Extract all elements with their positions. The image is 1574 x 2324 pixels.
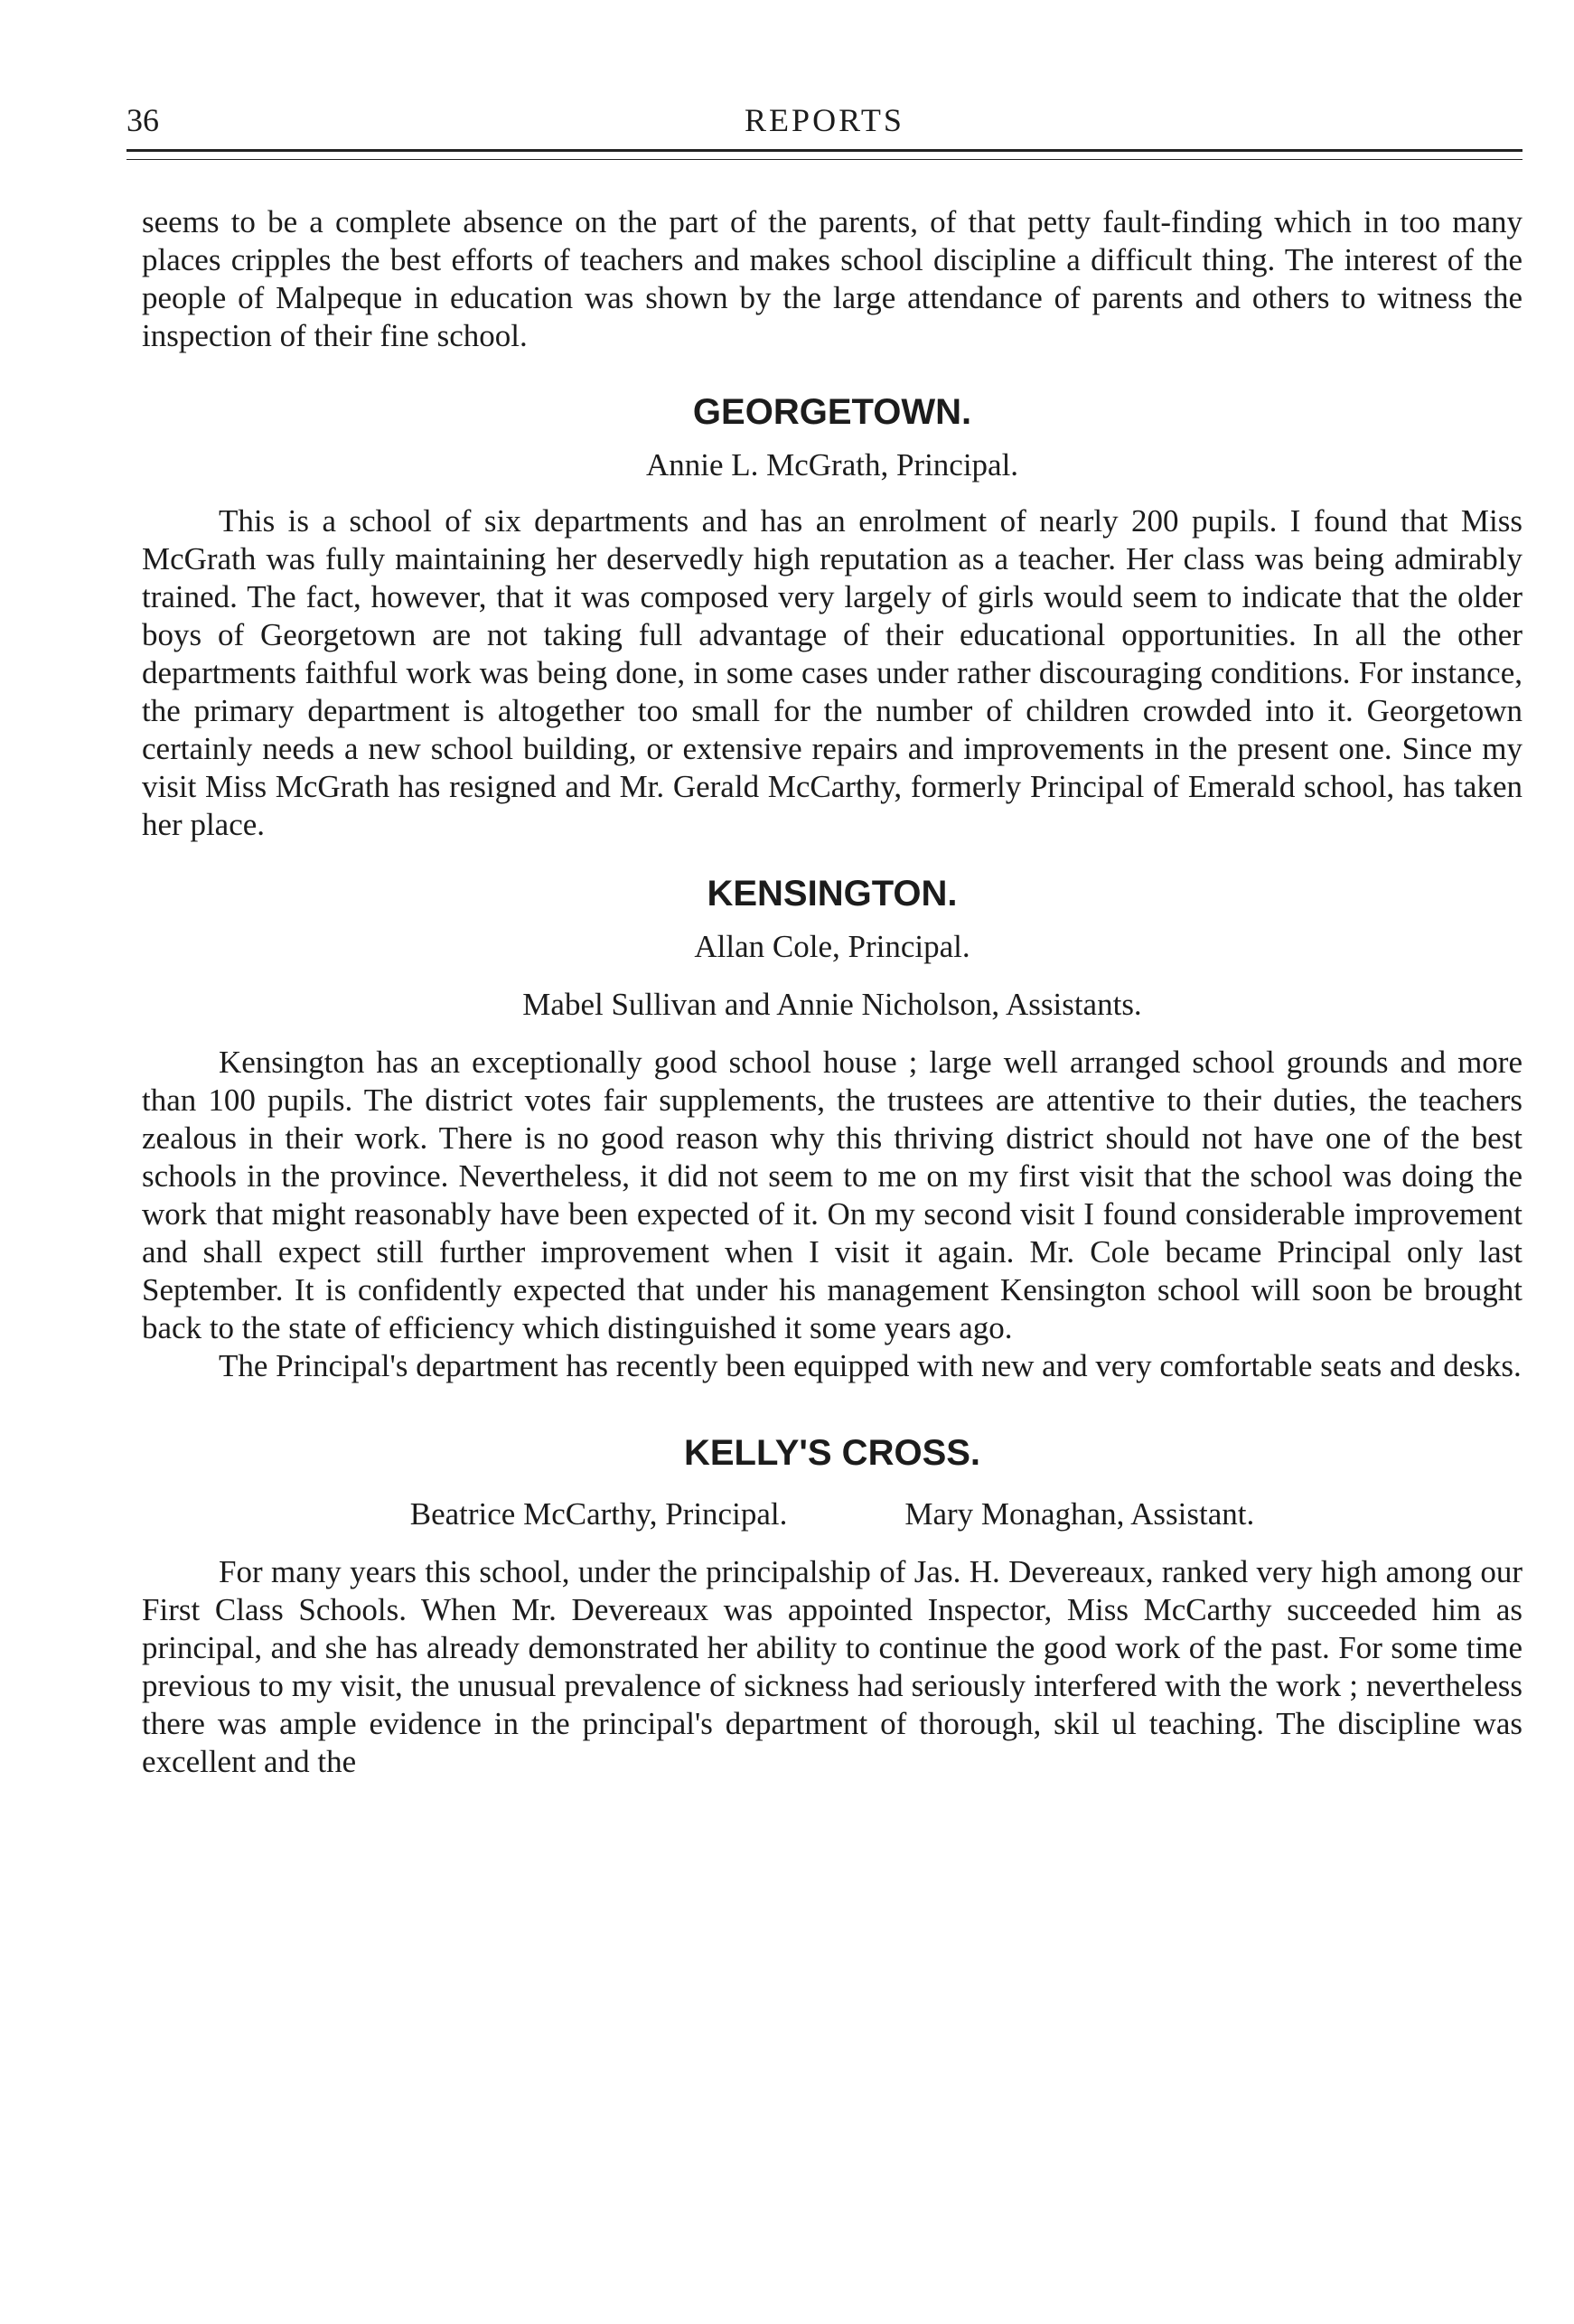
header-rule-thin bbox=[126, 159, 1522, 160]
kensington-assistants: Mabel Sullivan and Annie Nicholson, Assistants. bbox=[522, 987, 1142, 1022]
running-header bbox=[126, 101, 1522, 155]
intro-paragraph: seems to be a complete absence on the part of the parents, of that petty fault-finding which in too many places cripples the best efforts of teachers and makes school discipline a difficult thing. The interest of the people of Malpeque in education was shown by the large attendance of parents and others to witness the inspection of their fine school. bbox=[142, 204, 1522, 353]
kensington-heading: KENSINGTON. bbox=[707, 874, 958, 914]
georgetown-paragraph: This is a school of six departments and has an enrolment of nearly 200 pupils. I found that Miss McGrath was fully maintaining her deservedly high reputation as a teacher. Her class was being admirably trained. The fact, however, that it was composed very largely of girls would seem to indicate that the older boys of Georgetown are not taking full advantage of their educational opportunities. In all the other departments faithful work was being done, in some cases under rather discouraging conditions. For instance, the primary department is altogether too small for the number of children crowded into it. Georgetown certainly needs a new school building, or extensive repairs and improvements in the present one. Since my visit Miss McGrath has resigned and Mr. Gerald McCarthy, formerly Principal of Emerald school, has taken her place. bbox=[142, 503, 1522, 842]
kellys-cross-assistant: Mary Monaghan, Assistant. bbox=[904, 1496, 1255, 1532]
page-body bbox=[142, 203, 1522, 1781]
page-number: 36 bbox=[126, 102, 159, 138]
kellys-cross-heading: KELLY'S CROSS. bbox=[683, 1433, 981, 1473]
kellys-cross-staff bbox=[142, 1495, 1522, 1533]
kensington-paragraph-1: Kensington has an exceptionally good school house ; large well arranged school grounds and more than 100 pupils. The district votes fair supplements, the trustees are attentive to their duties, the teachers zealous in their work. There is no good reason why this thriving district should not have one of the best schools in the province. Nevertheless, it did not seem to me on my first visit that the school was doing the work that might reasonably have been expected of it. On my second visit I found considerable improvement and shall expect still further improvement when I visit it again. Mr. Cole became Principal only last September. It is confidently expected that under his management Kensington school will soon be brought back to the state of efficiency which distinguished it some years ago. bbox=[142, 1045, 1522, 1345]
kellys-cross-principal: Beatrice McCarthy, Principal. bbox=[409, 1496, 788, 1532]
header-rule-thick bbox=[126, 149, 1522, 152]
kensington-principal: Allan Cole, Principal. bbox=[694, 929, 970, 964]
georgetown-heading: GEORGETOWN. bbox=[692, 392, 972, 432]
running-title: REPORTS bbox=[745, 102, 904, 138]
kensington-paragraph-2: The Principal's department has recently been equipped with new and very comfortable seats and desks. bbox=[219, 1348, 1522, 1383]
georgetown-principal: Annie L. McGrath, Principal. bbox=[645, 447, 1019, 483]
kellys-cross-paragraph: For many years this school, under the principalship of Jas. H. Devereaux, ranked very high among our First Class Schools. When Mr. Devereaux was appointed Inspector, Miss McCarthy succeeded him as principal, and she has already demonstrated her ability to continue the good work of the past. For some time previous to my visit, the unusual prevalence of sickness had seriously interfered with the work ; nevertheless there was ample evidence in the principal's department of thorough, skil ul teaching. The discipline was excellent and the bbox=[142, 1554, 1522, 1779]
